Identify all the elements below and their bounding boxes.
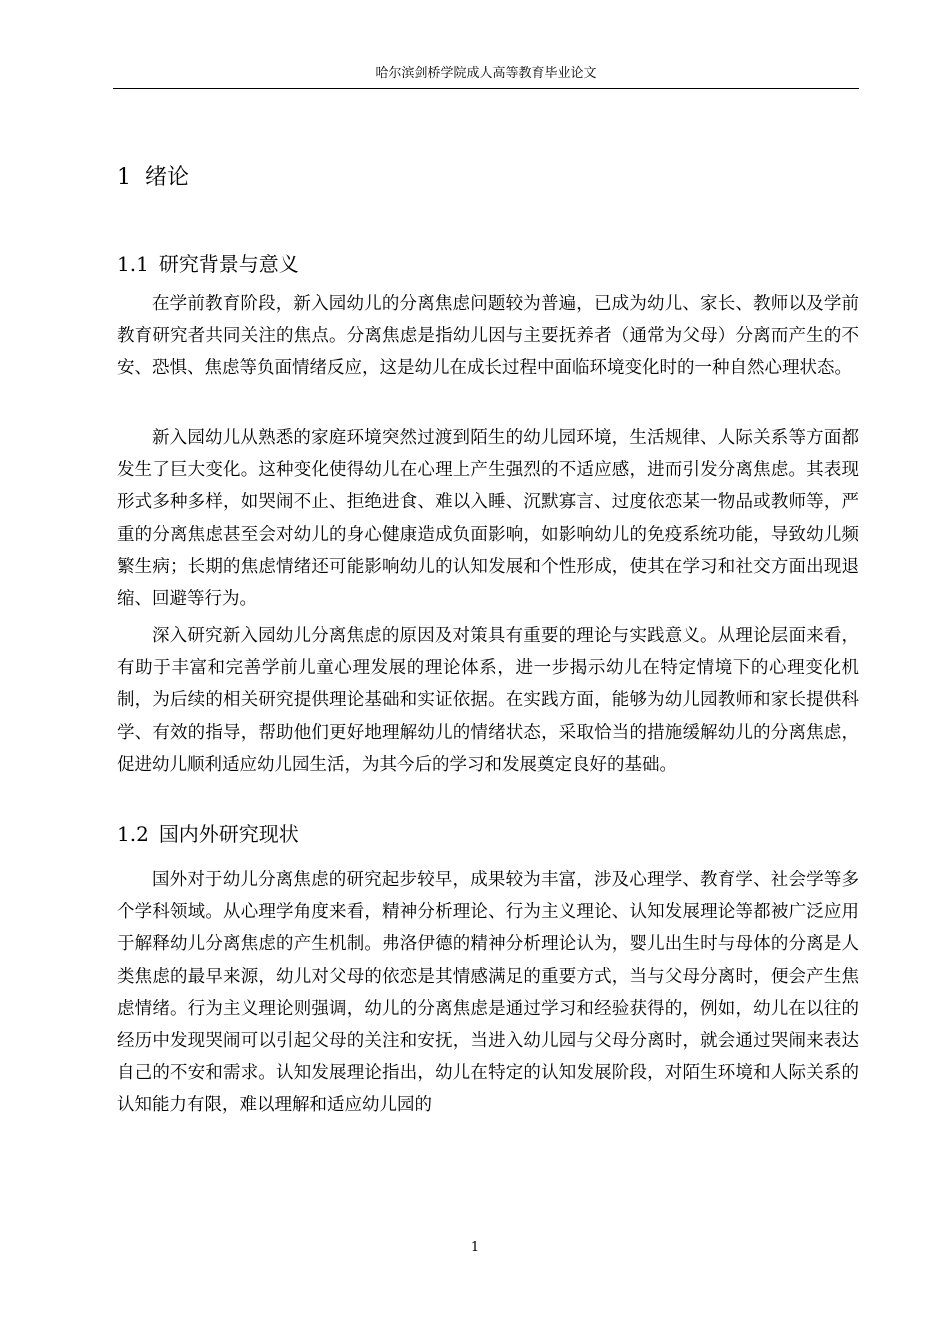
section-title: 研究背景与意义 [158, 252, 299, 276]
body-paragraph: 在学前教育阶段，新入园幼儿的分离焦虑问题较为普遍，已成为幼儿、家长、教师以及学前教育研究者共同关注的焦点。分离焦虑是指幼儿因与主要抚养者（通常为父母）分离而产生的不安、恐惧、焦虑等负面情绪反应，这是幼儿在成长过程中面临环境变化时的一种自然心理状态。 [117, 294, 859, 379]
section-title: 国内外研究现状 [158, 822, 299, 846]
chapter-title: 绪论 [145, 165, 190, 190]
section-number: 1.1 [117, 252, 149, 276]
page-number: 1 [470, 1240, 480, 1255]
running-header: 哈尔滨剑桥学院成人高等教育毕业论文 [113, 64, 859, 89]
chapter-number: 1 [117, 165, 131, 190]
section-number: 1.2 [117, 822, 149, 846]
body-paragraph: 新入园幼儿从熟悉的家庭环境突然过渡到陌生的幼儿园环境，生活规律、人际关系等方面都发生了巨大变化。这种变化使得幼儿在心理上产生强烈的不适应感，进而引发分离焦虑。其表现形式多种多样，如哭闹不止、拒绝进食、难以入睡、沉默寡言、过度依恋某一物品或教师等，严重的分离焦虑甚至会对幼儿的身心健康造成负面影响，如影响幼儿的免疫系统功能，导致幼儿频繁生病；长期的焦虑情绪还可能影响幼儿的认知发展和个性形成，使其在学习和社交方面出现退缩、回避等行为。 [117, 428, 859, 610]
body-paragraph: 国外对于幼儿分离焦虑的研究起步较早，成果较为丰富，涉及心理学、教育学、社会学等多个学科领域。从心理学角度来看，精神分析理论、行为主义理论、认知发展理论等都被广泛应用于解释幼儿分离焦虑的产生机制。弗洛伊德的精神分析理论认为，婴儿出生时与母体的分离是人类焦虑的最早来源，幼儿对父母的依恋是其情感满足的重要方式，当与父母分离时，便会产生焦虑情绪。行为主义理论则强调，幼儿的分离焦虑是通过学习和经验获得的，例如，幼儿在以往的经历中发现哭闹可以引起父母的关注和安抚，当进入幼儿园与父母分离时，就会通过哭闹来表达自己的不安和需求。认知发展理论指出，幼儿在特定的认知发展阶段，对陌生环境和人际关系的认知能力有限，难以理解和适应幼儿园的 [117, 870, 859, 1116]
body-paragraph: 深入研究新入园幼儿分离焦虑的原因及对策具有重要的理论与实践意义。从理论层面来看，有助于丰富和完善学前儿童心理发展的理论体系，进一步揭示幼儿在特定情境下的心理变化机制，为后续的相关研究提供理论基础和实证依据。在实践方面，能够为幼儿园教师和家长提供科学、有效的指导，帮助他们更好地理解幼儿的情绪状态，采取恰当的措施缓解幼儿的分离焦虑，促进幼儿顺利适应幼儿园生活，为其今后的学习和发展奠定良好的基础。 [117, 626, 859, 775]
section-heading-1-1 [117, 249, 299, 279]
section-heading-1-2 [117, 819, 299, 849]
chapter-heading [117, 162, 189, 194]
